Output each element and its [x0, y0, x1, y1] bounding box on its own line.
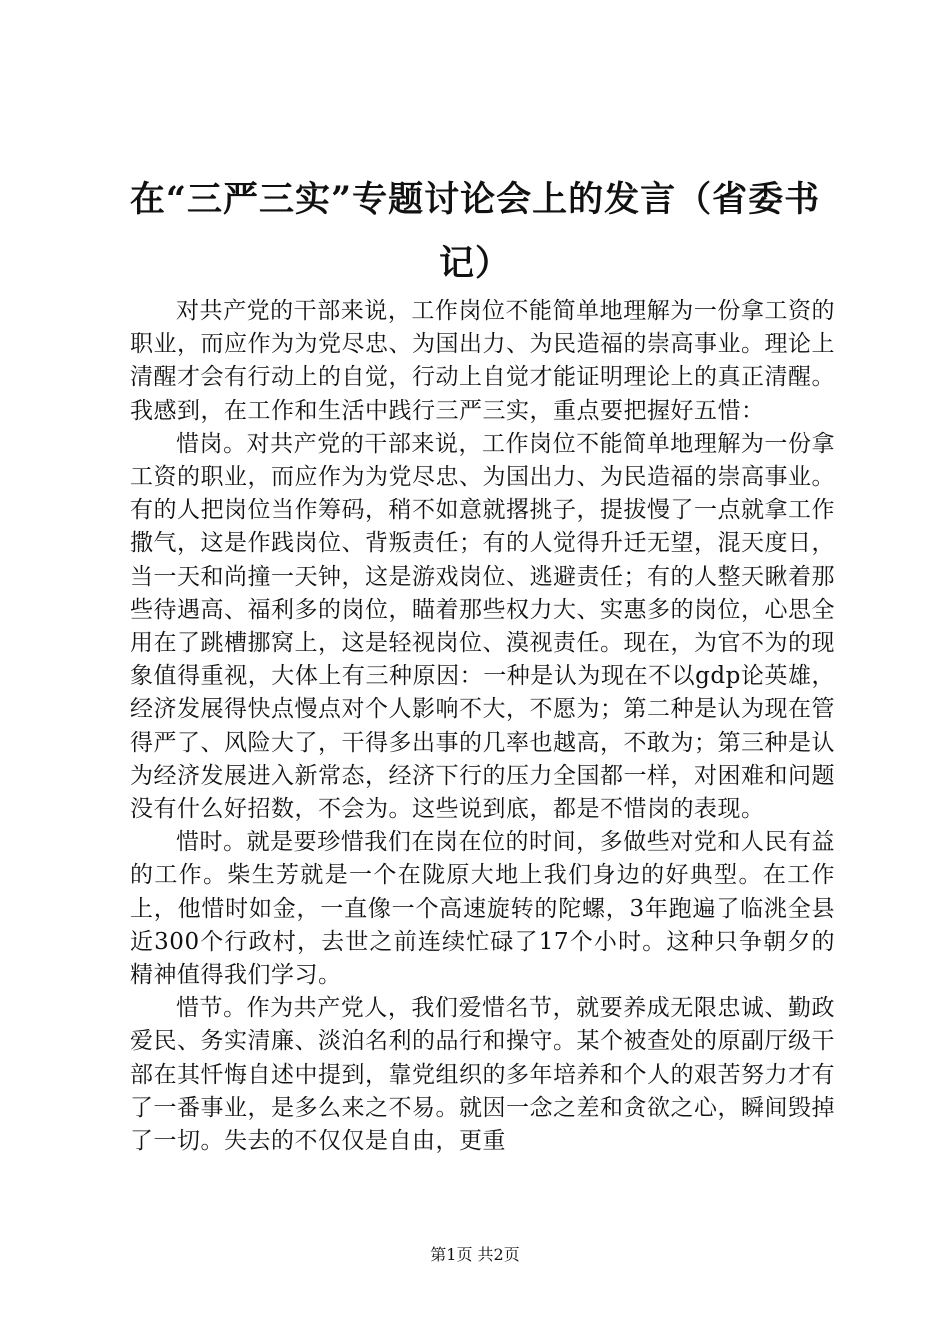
document-title: 在“三严三实”专题讨论会上的发言（省委书记） — [129, 179, 821, 284]
page-footer: 第1页 共2页 — [430, 1245, 520, 1264]
body-paragraph: 惜时。就是要珍惜我们在岗在位的时间，多做些对党和人民有益的工作。柴生芳就是一个在陇原大地上我们身边的好典型。在工作上，他惜时如金，一直像一个高速旋转的陀螺，3年跑遍了临洮全县近300个行政村，去世之前连续忙碌了17个小时。这种只争朝夕的精神值得我们学习。 — [130, 829, 835, 989]
body-paragraph: 惜岗。对共产党的干部来说，工作岗位不能简单地理解为一份拿工资的职业，而应作为为党尽忠、为国出力、为民造福的崇高事业。有的人把岗位当作筹码，稍不如意就撂挑子，提拔慢了一点就拿工作撒气，这是作践岗位、背叛责任；有的人觉得升迁无望，混天度日，当一天和尚撞一天钟，这是游戏岗位、逃避责任；有的人整天瞅着那些待遇高、福利多的岗位，瞄着那些权力大、实惠多的岗位，心思全用在了跳槽挪窝上，这是轻视岗位、漠视责任。现在，为官不为的现象值得重视，大体上有三种原因：一种是认为现在不以gdp论英雄，经济发展得快点慢点对个人影响不大，不愿为；第二种是认为现在管得严了、风险大了，干得多出事的几率也越高，不敢为；第三种是认为经济发展进入新常态，经济下行的压力全国都一样，对困难和问题没有什么好招数，不会为。这些说到底，都是不惜岗的表现。 — [130, 430, 835, 823]
body-paragraph: 对共产党的干部来说，工作岗位不能简单地理解为一份拿工资的职业，而应作为为党尽忠、为国出力、为民造福的崇高事业。理论上清醒才会有行动上的自觉，行动上自觉才能证明理论上的真正清醒。我感到，在工作和生活中践行三严三实，重点要把握好五惜： — [130, 298, 835, 424]
document-body — [130, 295, 835, 1158]
body-paragraph: 惜节。作为共产党人，我们爱惜名节，就要养成无限忠诚、勤政爱民、务实清廉、淡泊名利的品行和操守。某个被查处的原副厅级干部在其忏悔自述中提到，靠党组织的多年培养和个人的艰苦努力才有了一番事业，是多么来之不易。就因一念之差和贪欲之心，瞬间毁掉了一切。失去的不仅仅是自由，更重 — [130, 995, 835, 1155]
